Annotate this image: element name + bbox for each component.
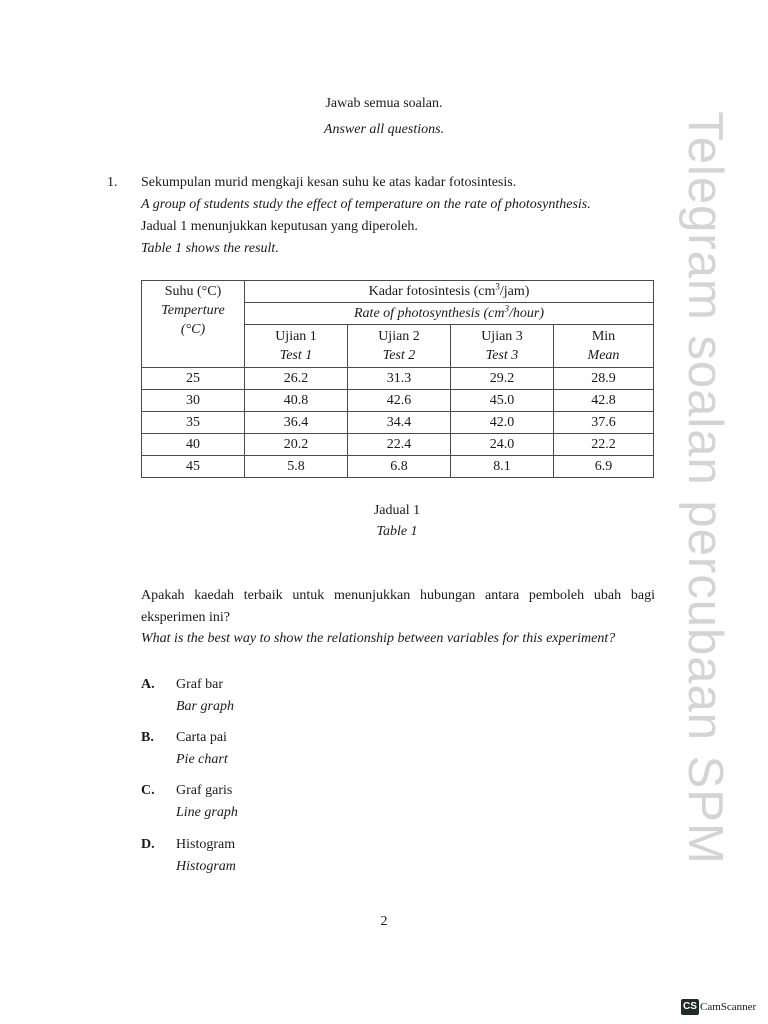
option-c-letter: C.: [141, 783, 155, 798]
results-table: [141, 280, 654, 478]
table-cell: 29.2: [451, 368, 554, 390]
question-intro-en: A group of students study the effect of temperature on the rate of photosynthesis.: [141, 197, 591, 212]
table-cell: 35: [142, 412, 245, 434]
table-cell: 40.8: [245, 390, 348, 412]
table-caption-en: Table 1: [376, 524, 418, 539]
table-cell: 45: [142, 456, 245, 478]
column-header-mean: [554, 325, 654, 368]
rate-header-bm: [245, 281, 654, 303]
watermark-text: Telegram soalan percubaan SPM: [678, 111, 732, 865]
option-b-letter: B.: [141, 730, 154, 745]
camscanner-label: CamScanner: [700, 1001, 757, 1014]
column-header-test-3: [451, 325, 554, 368]
table-cell: 8.1: [451, 456, 554, 478]
column-header-test-1: [245, 325, 348, 368]
table-reference-bm: Jadual 1 menunjukkan keputusan yang diperoleh.: [141, 219, 418, 234]
page-number: 2: [380, 914, 388, 929]
temperature-header-en: Temperture: [161, 303, 225, 318]
question-intro-bm: Sekumpulan murid mengkaji kesan suhu ke atas kadar fotosintesis.: [141, 175, 517, 190]
table-cell: 37.6: [554, 412, 654, 434]
table-cell: 31.3: [348, 368, 451, 390]
table-cell: 34.4: [348, 412, 451, 434]
camscanner-logo: [681, 998, 756, 1016]
option-b-bm: Carta pai: [176, 730, 227, 745]
camscanner-icon: CS: [681, 999, 699, 1015]
rate-header-en-suffix: /hour): [508, 306, 544, 321]
table-cell: 25: [142, 368, 245, 390]
table-row: [142, 390, 654, 412]
column-header-bm: Ujian 3: [481, 329, 523, 344]
option-d-en: Histogram: [176, 859, 236, 874]
rate-header-en-prefix: Rate of photosynthesis (cm: [354, 306, 505, 321]
table-cell: 36.4: [245, 412, 348, 434]
option-a-bm: Graf bar: [176, 677, 224, 692]
table-cell: 26.2: [245, 368, 348, 390]
table-row: [142, 456, 654, 478]
table-caption-bm: Jadual 1: [373, 503, 421, 518]
option-c-en: Line graph: [176, 805, 238, 820]
instruction-en: Answer all questions.: [323, 122, 445, 137]
table-cell: 28.9: [554, 368, 654, 390]
column-header-en: Test 1: [279, 348, 313, 363]
table-cell: 42.8: [554, 390, 654, 412]
option-d-letter: D.: [141, 837, 155, 852]
table-cell: 42.0: [451, 412, 554, 434]
table-cell: 20.2: [245, 434, 348, 456]
option-a-en: Bar graph: [176, 699, 234, 714]
instruction-bm: Jawab semua soalan.: [325, 96, 443, 111]
temperature-header: [142, 281, 245, 368]
option-d-bm: Histogram: [176, 837, 236, 852]
column-header-bm: Min: [591, 329, 616, 344]
rate-header-bm-sup: 3: [495, 281, 500, 292]
table-cell: 24.0: [451, 434, 554, 456]
question-stem-en: What is the best way to show the relationship between variables for this experiment?: [141, 631, 616, 646]
column-header-en: Test 3: [485, 348, 519, 363]
rate-header-bm-suffix: /jam): [499, 284, 530, 299]
table-cell: 30: [142, 390, 245, 412]
option-c-bm: Graf garis: [176, 783, 233, 798]
column-header-bm: Ujian 2: [378, 329, 420, 344]
table-row: [142, 412, 654, 434]
table-cell: 22.4: [348, 434, 451, 456]
rate-header-en: [245, 303, 654, 325]
table-cell: 40: [142, 434, 245, 456]
table-cell: 42.6: [348, 390, 451, 412]
table-cell: 5.8: [245, 456, 348, 478]
temperature-header-bm: Suhu (°C): [164, 284, 222, 299]
table-cell: 6.8: [348, 456, 451, 478]
option-a-letter: A.: [141, 677, 155, 692]
table-row: [142, 368, 654, 390]
rate-header-en-sup: 3: [504, 303, 509, 314]
option-b-en: Pie chart: [176, 752, 228, 767]
column-header-en: Test 2: [382, 348, 416, 363]
question-number: 1.: [107, 175, 118, 190]
table-cell: 6.9: [554, 456, 654, 478]
temperature-header-unit: (°C): [180, 322, 206, 337]
question-stem-bm: Apakah kaedah terbaik untuk menunjukkan hubungan antara pemboleh ubah bagi eksperimen ini?: [141, 588, 655, 625]
column-header-test-2: [348, 325, 451, 368]
table-cell: 22.2: [554, 434, 654, 456]
column-header-bm: Ujian 1: [275, 329, 317, 344]
rate-header-bm-prefix: Kadar fotosintesis (cm: [368, 284, 496, 299]
table-cell: 45.0: [451, 390, 554, 412]
table-row: [142, 434, 654, 456]
table-reference-en: Table 1 shows the result.: [141, 241, 279, 256]
column-header-en: Mean: [587, 348, 620, 363]
